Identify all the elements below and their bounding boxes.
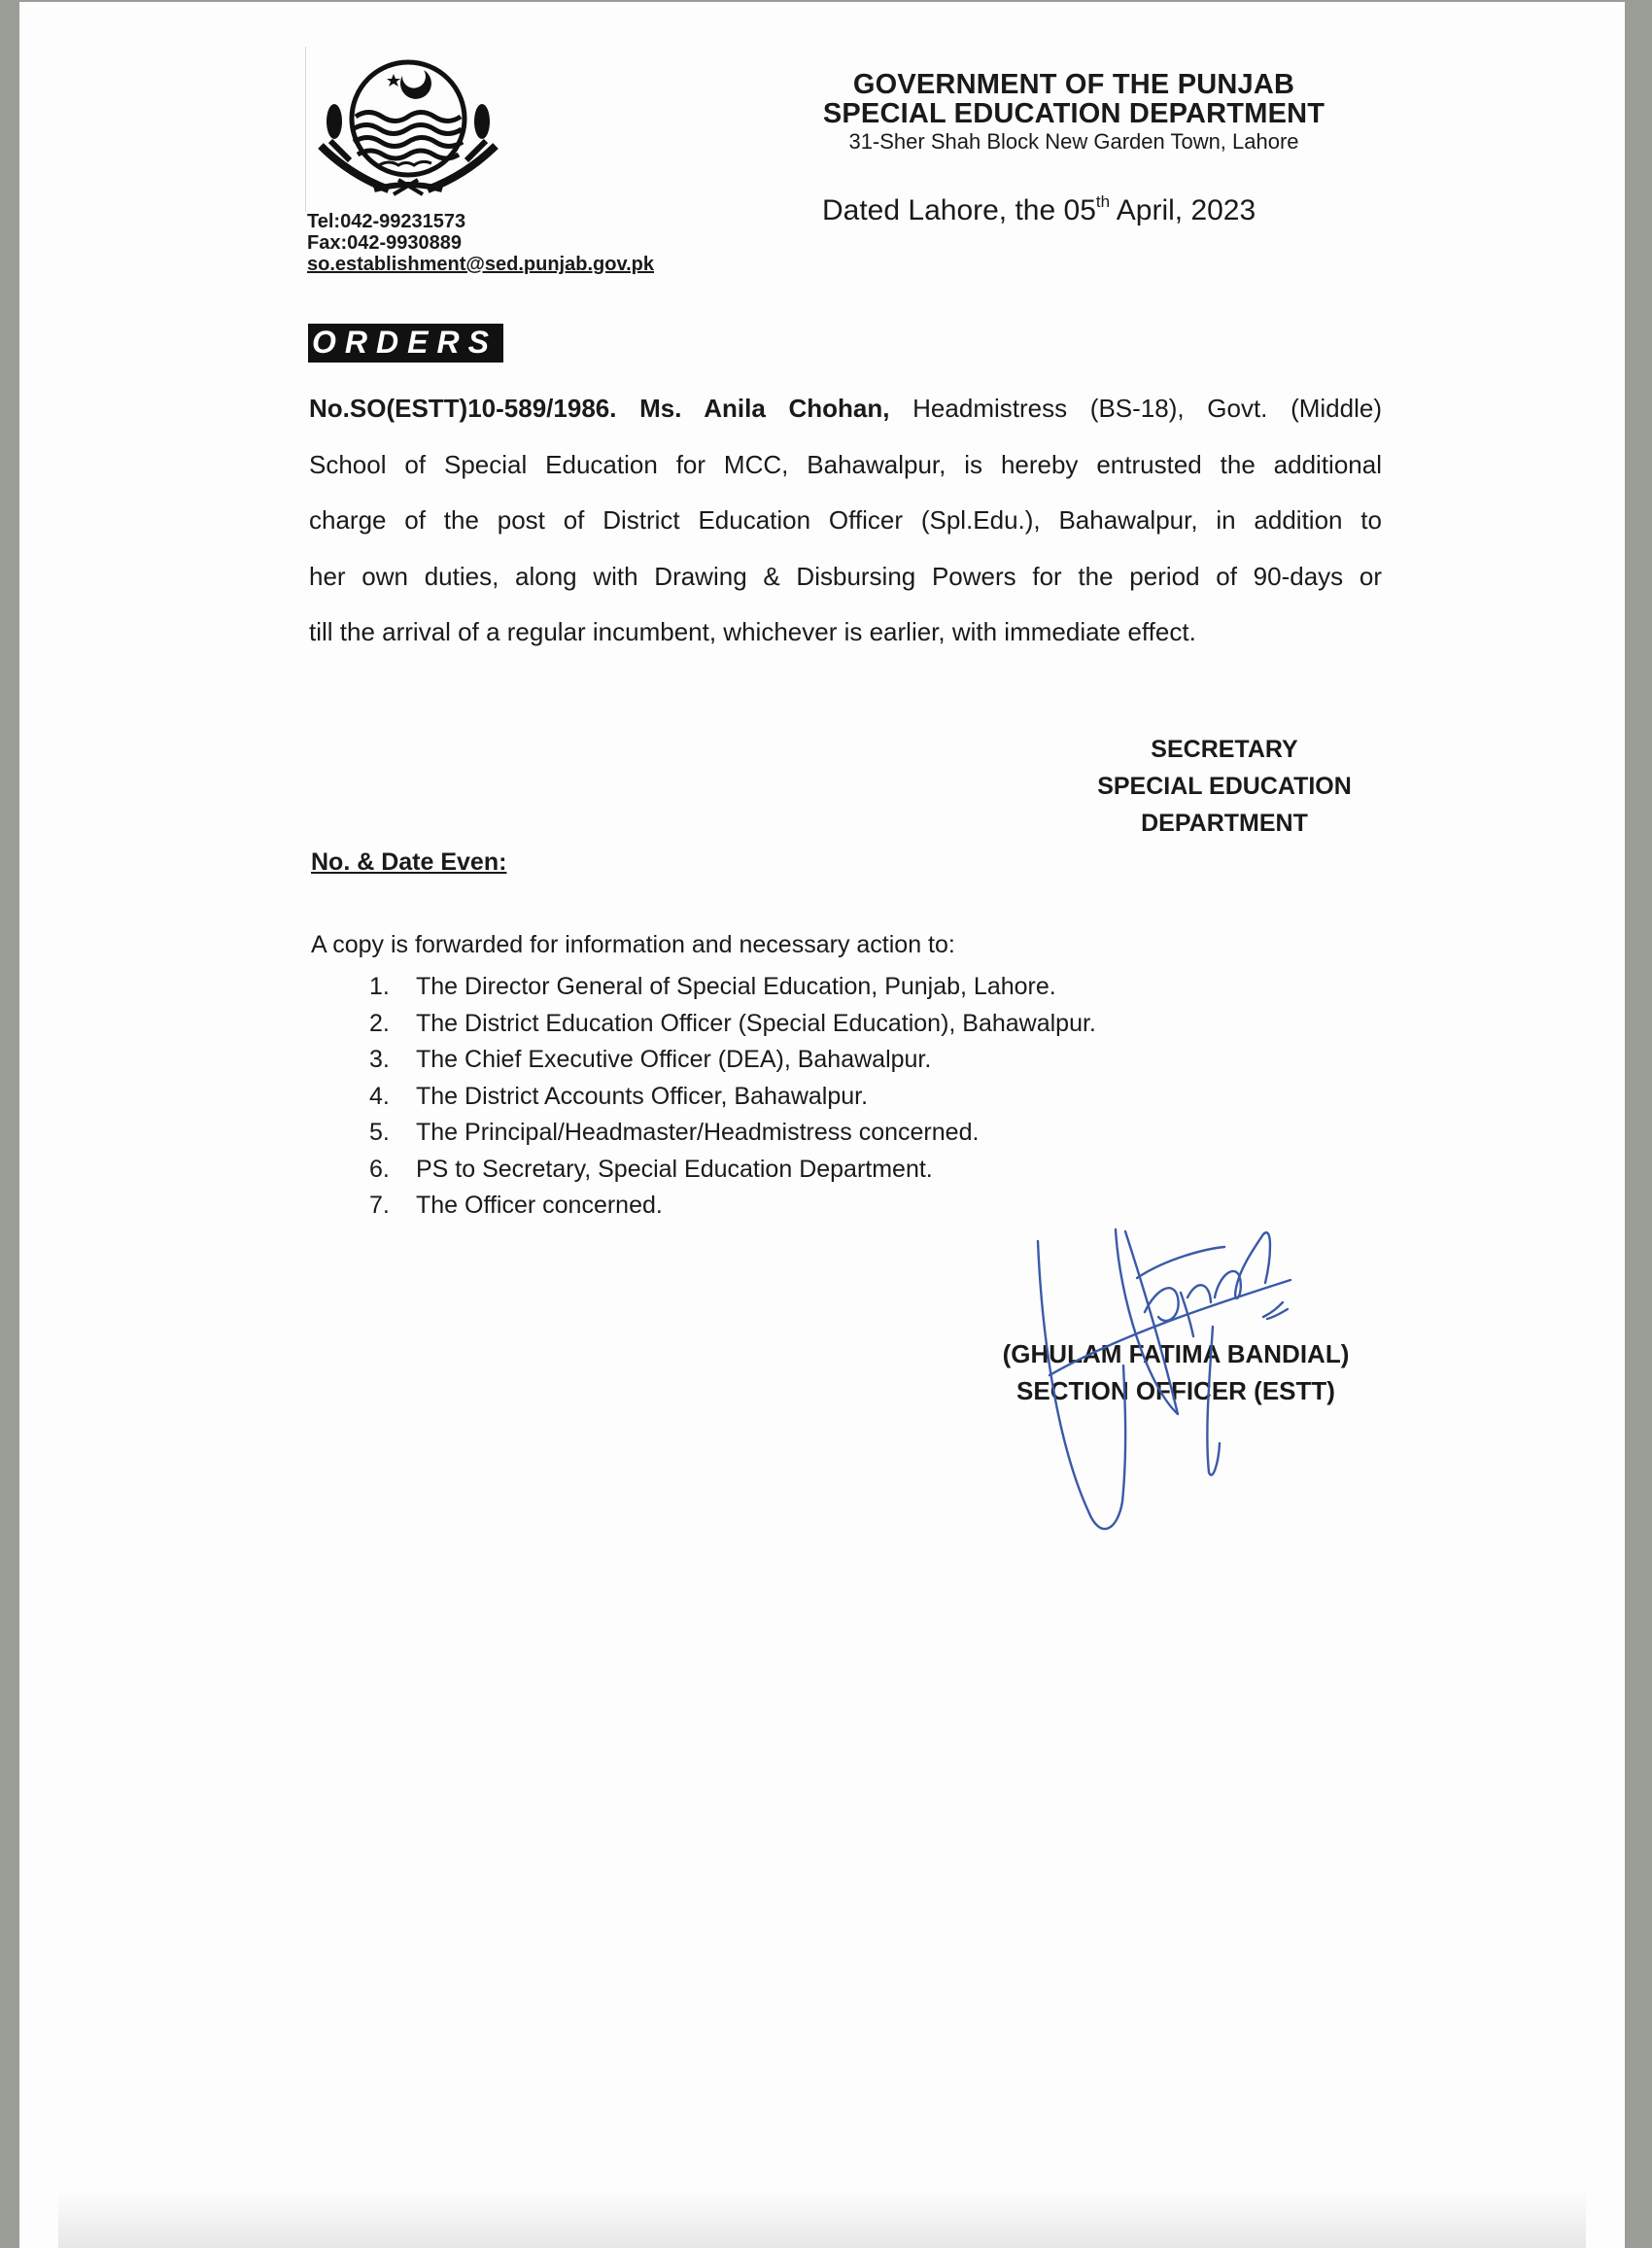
signatory-designation: SECTION OFFICER (ESTT) — [1016, 1376, 1335, 1405]
contact-info — [307, 211, 654, 275]
email-link[interactable]: so.establishment@sed.punjab.gov.pk — [307, 254, 654, 275]
orders-heading: ORDERS — [308, 324, 503, 363]
list-item: 5. The Principal/Headmaster/Headmistress concerned. — [369, 1119, 980, 1146]
letterhead-heading — [797, 70, 1351, 156]
signatory-name: (GHULAM FATIMA BANDIAL) — [1002, 1339, 1350, 1368]
scan-shadow — [58, 2190, 1586, 2248]
fax: Fax:042-9930889 — [307, 232, 463, 254]
department-address: 31-Sher Shah Block New Garden Town, Lahore — [848, 129, 1299, 154]
list-item: 2. The District Education Officer (Special Education), Bahawalpur. — [369, 1009, 1096, 1037]
no-date-even-heading: No. & Date Even: — [311, 848, 507, 876]
order-paragraph — [309, 381, 1382, 661]
date-rest: April, 2023 — [1110, 194, 1256, 226]
handwritten-signature-icon — [1011, 1220, 1360, 1550]
date-prefix: Dated Lahore, the 05 — [822, 194, 1096, 226]
punjab-government-emblem-icon — [301, 49, 515, 209]
list-item: 4. The District Accounts Officer, Bahawalpur. — [369, 1082, 869, 1110]
order-line: charge of the post of District Education Officer (Spl.Edu.), Bahawalpur, in addition to — [309, 505, 1382, 535]
telephone: Tel:042-99231573 — [307, 211, 466, 232]
list-item: 7. The Officer concerned. — [369, 1192, 663, 1219]
order-line: till the arrival of a regular incumbent, whichever is earlier, with immediate effect. — [309, 617, 1196, 646]
date-ordinal: th — [1095, 192, 1111, 211]
order-line: No.SO(ESTT)10-589/1986. Ms. Anila Chohan, Headmistress (BS-18), Govt. (Middle) — [309, 394, 1383, 423]
order-number-and-name: No.SO(ESTT)10-589/1986. Ms. Anila Chohan, — [309, 394, 890, 423]
department-title: SPECIAL EDUCATION DEPARTMENT — [822, 98, 1325, 129]
list-item: 6. PS to Secretary, Special Education Department. — [369, 1155, 933, 1183]
document-date — [822, 194, 1256, 227]
copy-to-list — [369, 969, 1096, 1225]
government-title: GOVERNMENT OF THE PUNJAB — [852, 69, 1295, 100]
secretary-block: SECRETARY SPECIAL EDUCATION DEPARTMENT — [1097, 736, 1352, 837]
order-line: School of Special Education for MCC, Bahawalpur, is hereby entrusted the additional — [309, 449, 1382, 479]
order-line: her own duties, along with Drawing & Disbursing Powers for the period of 90-days or — [309, 561, 1382, 591]
list-item: 1. The Director General of Special Education, Punjab, Lahore. — [369, 973, 1056, 1000]
forward-text: A copy is forwarded for information and necessary action to: — [311, 931, 955, 958]
list-item: 3. The Chief Executive Officer (DEA), Bahawalpur. — [369, 1046, 932, 1073]
